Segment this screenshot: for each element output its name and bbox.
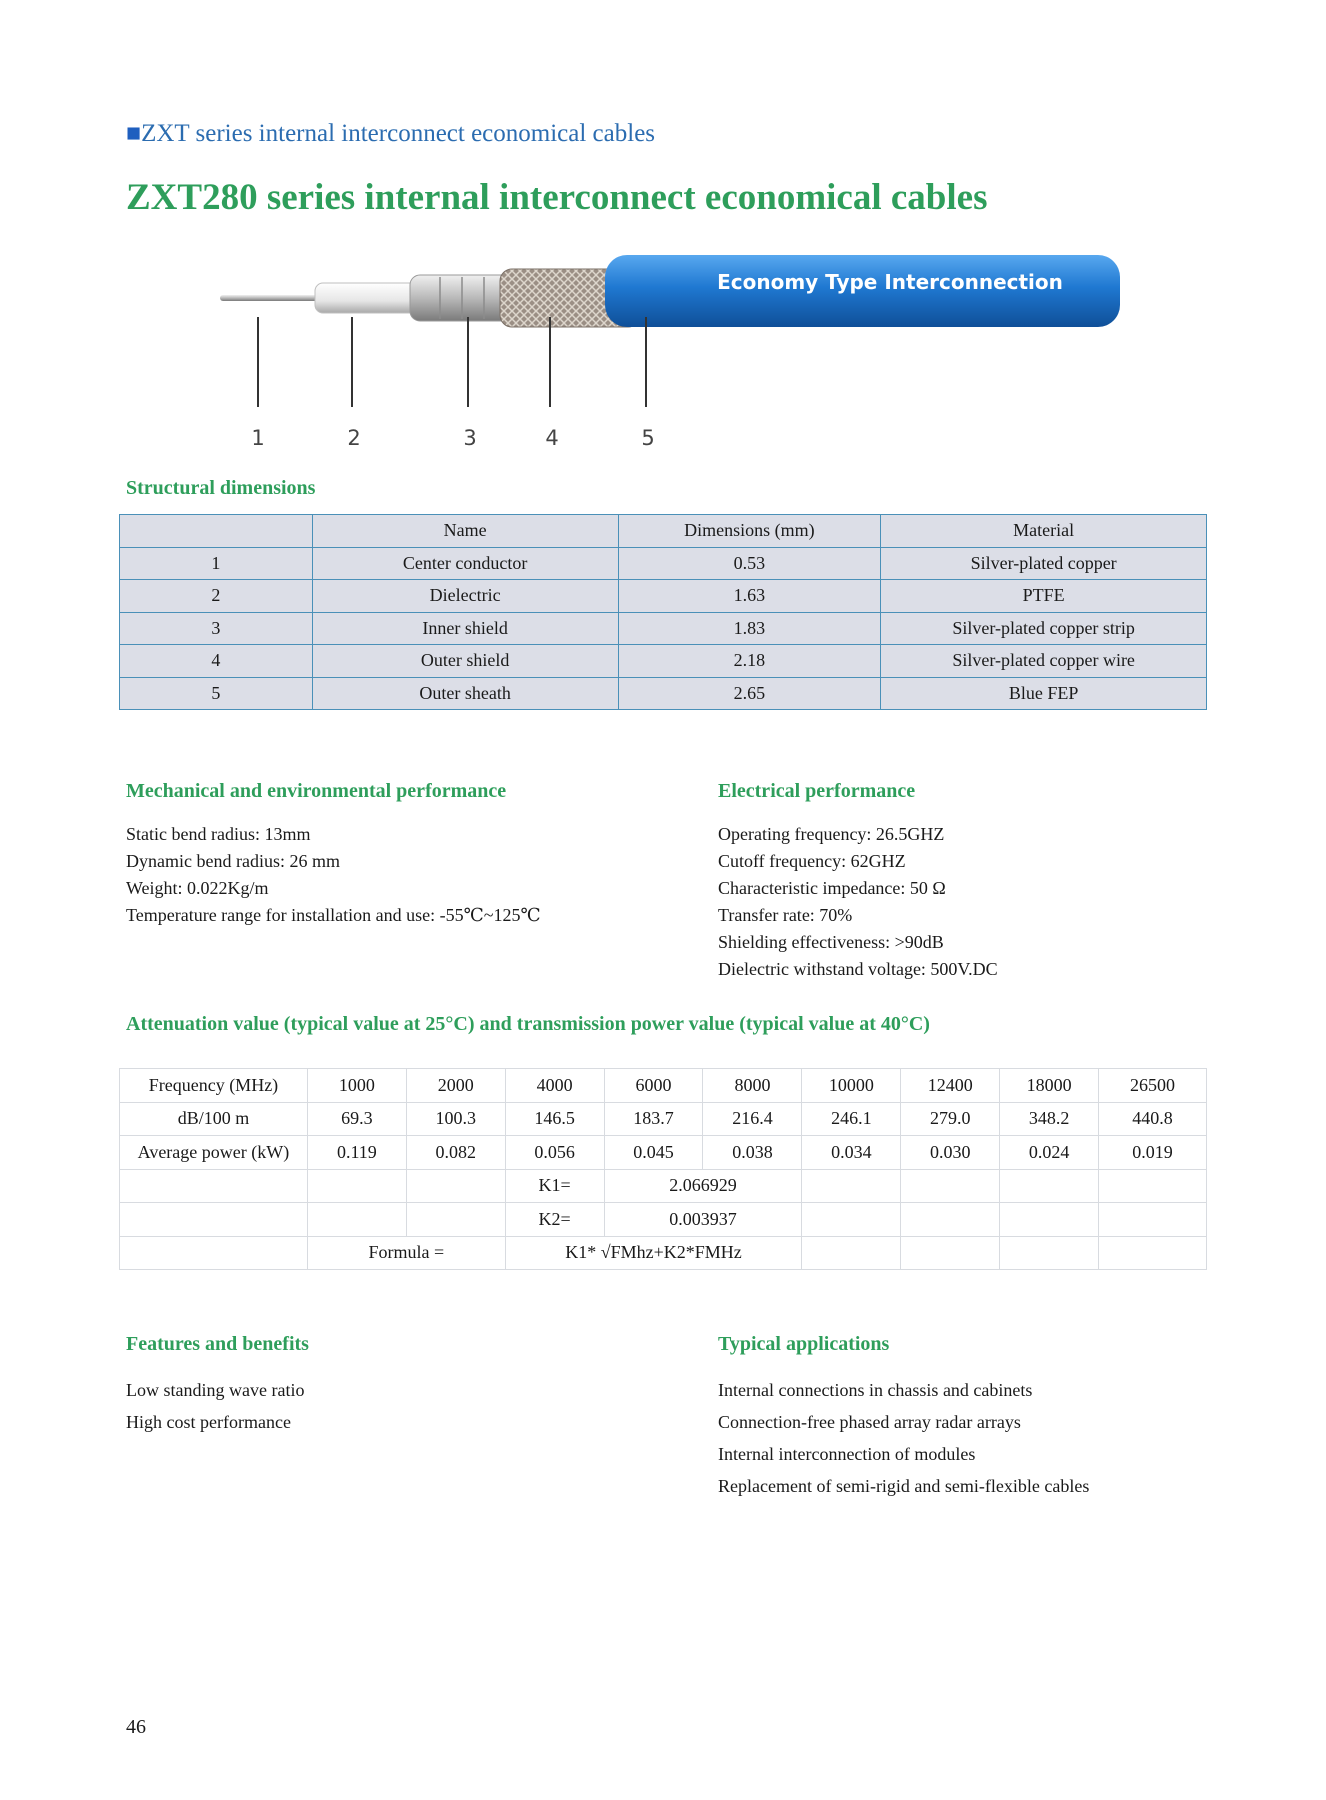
table-cell: 5	[120, 677, 313, 710]
list-item: Static bend radius: 13mm	[126, 824, 311, 844]
list-item: Temperature range for installation and use: -55℃~125℃	[126, 905, 541, 925]
callout-2: 2	[347, 426, 361, 450]
series-header	[126, 120, 655, 148]
table-cell	[406, 1169, 505, 1203]
formula-label: Formula =	[307, 1236, 505, 1270]
table-cell	[406, 1203, 505, 1237]
table-cell: 216.4	[703, 1102, 802, 1136]
table-cell: 0.030	[901, 1136, 1000, 1170]
callout-4: 4	[545, 426, 559, 450]
table-cell: Inner shield	[312, 612, 618, 645]
table-cell: 0.024	[1000, 1136, 1099, 1170]
k1-value: 2.066929	[604, 1169, 802, 1203]
cable-label: Economy Type Interconnection	[717, 270, 1063, 294]
table-cell: 348.2	[1000, 1102, 1099, 1136]
table-header-cell: Material	[881, 515, 1207, 548]
table-cell: Frequency (MHz)	[120, 1069, 308, 1103]
table-cell: Dielectric	[312, 580, 618, 613]
table-cell	[802, 1236, 901, 1270]
table-cell: Silver-plated copper wire	[881, 645, 1207, 678]
table-cell	[120, 1236, 308, 1270]
table-cell: 0.53	[618, 547, 881, 580]
table-cell: Outer sheath	[312, 677, 618, 710]
table-cell: 0.045	[604, 1136, 703, 1170]
features-list	[126, 1374, 304, 1438]
table-row	[120, 612, 1207, 645]
table-cell: 0.082	[406, 1136, 505, 1170]
list-item: High cost performance	[126, 1412, 291, 1432]
table-cell: 69.3	[307, 1102, 406, 1136]
table-cell	[1099, 1236, 1207, 1270]
table-cell	[120, 1203, 308, 1237]
table-cell: 4	[120, 645, 313, 678]
table-cell	[802, 1169, 901, 1203]
table-cell	[901, 1236, 1000, 1270]
table-row	[120, 1136, 1207, 1170]
table-cell	[1099, 1169, 1207, 1203]
structural-heading: Structural dimensions	[126, 477, 316, 499]
page-number: 46	[126, 1716, 146, 1738]
attenuation-table	[119, 1068, 1207, 1270]
callout-1: 1	[251, 426, 265, 450]
list-item: Characteristic impedance: 50 Ω	[718, 878, 946, 898]
table-cell: PTFE	[881, 580, 1207, 613]
mechanical-heading: Mechanical and environmental performance	[126, 780, 507, 802]
table-cell: 12400	[901, 1069, 1000, 1103]
structural-table	[119, 514, 1207, 710]
table-cell: 0.034	[802, 1136, 901, 1170]
k2-label: K2=	[505, 1203, 604, 1237]
list-item: Dielectric withstand voltage: 500V.DC	[718, 959, 998, 979]
table-header-cell: Name	[312, 515, 618, 548]
square-bullet-icon: ■	[126, 120, 142, 147]
table-cell: 8000	[703, 1069, 802, 1103]
table-cell	[1000, 1236, 1099, 1270]
table-row	[120, 580, 1207, 613]
table-cell: 183.7	[604, 1102, 703, 1136]
table-cell	[307, 1169, 406, 1203]
table-row	[120, 645, 1207, 678]
table-cell: 1000	[307, 1069, 406, 1103]
table-cell: 1.63	[618, 580, 881, 613]
list-item: Low standing wave ratio	[126, 1380, 305, 1400]
table-row	[120, 1069, 1207, 1103]
table-cell: 440.8	[1099, 1102, 1207, 1136]
mechanical-list	[126, 821, 541, 929]
callout-5: 5	[641, 426, 655, 450]
series-line: ZXT series internal interconnect economical cables	[141, 120, 656, 147]
table-cell	[901, 1203, 1000, 1237]
table-cell: 3	[120, 612, 313, 645]
list-item: Operating frequency: 26.5GHZ	[718, 824, 945, 844]
table-header-cell: Dimensions (mm)	[618, 515, 881, 548]
center-conductor	[220, 295, 330, 301]
table-cell: 2.65	[618, 677, 881, 710]
table-cell: 2.18	[618, 645, 881, 678]
features-heading: Features and benefits	[126, 1333, 309, 1355]
table-cell: 100.3	[406, 1102, 505, 1136]
list-item: Cutoff frequency: 62GHZ	[718, 851, 906, 871]
applications-heading: Typical applications	[718, 1333, 890, 1355]
table-cell: 2	[120, 580, 313, 613]
table-row	[120, 677, 1207, 710]
table-cell: Outer shield	[312, 645, 618, 678]
table-cell: 279.0	[901, 1102, 1000, 1136]
table-header-row	[120, 515, 1207, 548]
list-item: Dynamic bend radius: 26 mm	[126, 851, 340, 871]
table-cell: 246.1	[802, 1102, 901, 1136]
table-cell: 0.056	[505, 1136, 604, 1170]
table-cell: Blue FEP	[881, 677, 1207, 710]
table-cell: dB/100 m	[120, 1102, 308, 1136]
table-cell	[901, 1169, 1000, 1203]
table-cell: 4000	[505, 1069, 604, 1103]
attenuation-heading: Attenuation value (typical value at 25°C) and transmission power value (typical value at 40°C)	[126, 1013, 930, 1035]
list-item: Replacement of semi-rigid and semi-flexible cables	[718, 1476, 1090, 1496]
list-item: Shielding effectiveness: >90dB	[718, 932, 944, 952]
table-header-cell	[120, 515, 313, 548]
table-cell	[1000, 1203, 1099, 1237]
table-cell: Center conductor	[312, 547, 618, 580]
table-cell	[802, 1203, 901, 1237]
table-row	[120, 1102, 1207, 1136]
list-item: Weight: 0.022Kg/m	[126, 878, 269, 898]
table-cell	[120, 1169, 308, 1203]
table-row	[120, 547, 1207, 580]
k2-value: 0.003937	[604, 1203, 802, 1237]
list-item: Transfer rate: 70%	[718, 905, 853, 925]
table-row	[120, 1169, 1207, 1203]
table-cell: Silver-plated copper	[881, 547, 1207, 580]
table-cell: 10000	[802, 1069, 901, 1103]
list-item: Internal interconnection of modules	[718, 1444, 976, 1464]
table-cell: 0.019	[1099, 1136, 1207, 1170]
list-item: Internal connections in chassis and cabinets	[718, 1380, 1033, 1400]
table-row	[120, 1203, 1207, 1237]
table-cell: 18000	[1000, 1069, 1099, 1103]
table-cell	[1000, 1169, 1099, 1203]
table-cell: 26500	[1099, 1069, 1207, 1103]
k1-label: K1=	[505, 1169, 604, 1203]
formula-value: K1* √FMhz+K2*FMHz	[505, 1236, 802, 1270]
page-title: ZXT280 series internal interconnect economical cables	[126, 177, 988, 218]
table-cell: 6000	[604, 1069, 703, 1103]
table-cell: 0.038	[703, 1136, 802, 1170]
applications-list	[718, 1374, 1089, 1502]
table-cell: 1.83	[618, 612, 881, 645]
table-cell	[307, 1203, 406, 1237]
table-cell: Average power (kW)	[120, 1136, 308, 1170]
list-item: Connection-free phased array radar arrays	[718, 1412, 1021, 1432]
cable-figure	[200, 255, 1140, 455]
table-cell	[1099, 1203, 1207, 1237]
table-cell: 2000	[406, 1069, 505, 1103]
table-cell: 146.5	[505, 1102, 604, 1136]
electrical-heading: Electrical performance	[718, 780, 916, 802]
table-cell: 0.119	[307, 1136, 406, 1170]
table-cell: Silver-plated copper strip	[881, 612, 1207, 645]
table-row	[120, 1236, 1207, 1270]
callout-3: 3	[463, 426, 477, 450]
electrical-list	[718, 821, 998, 983]
table-cell: 1	[120, 547, 313, 580]
